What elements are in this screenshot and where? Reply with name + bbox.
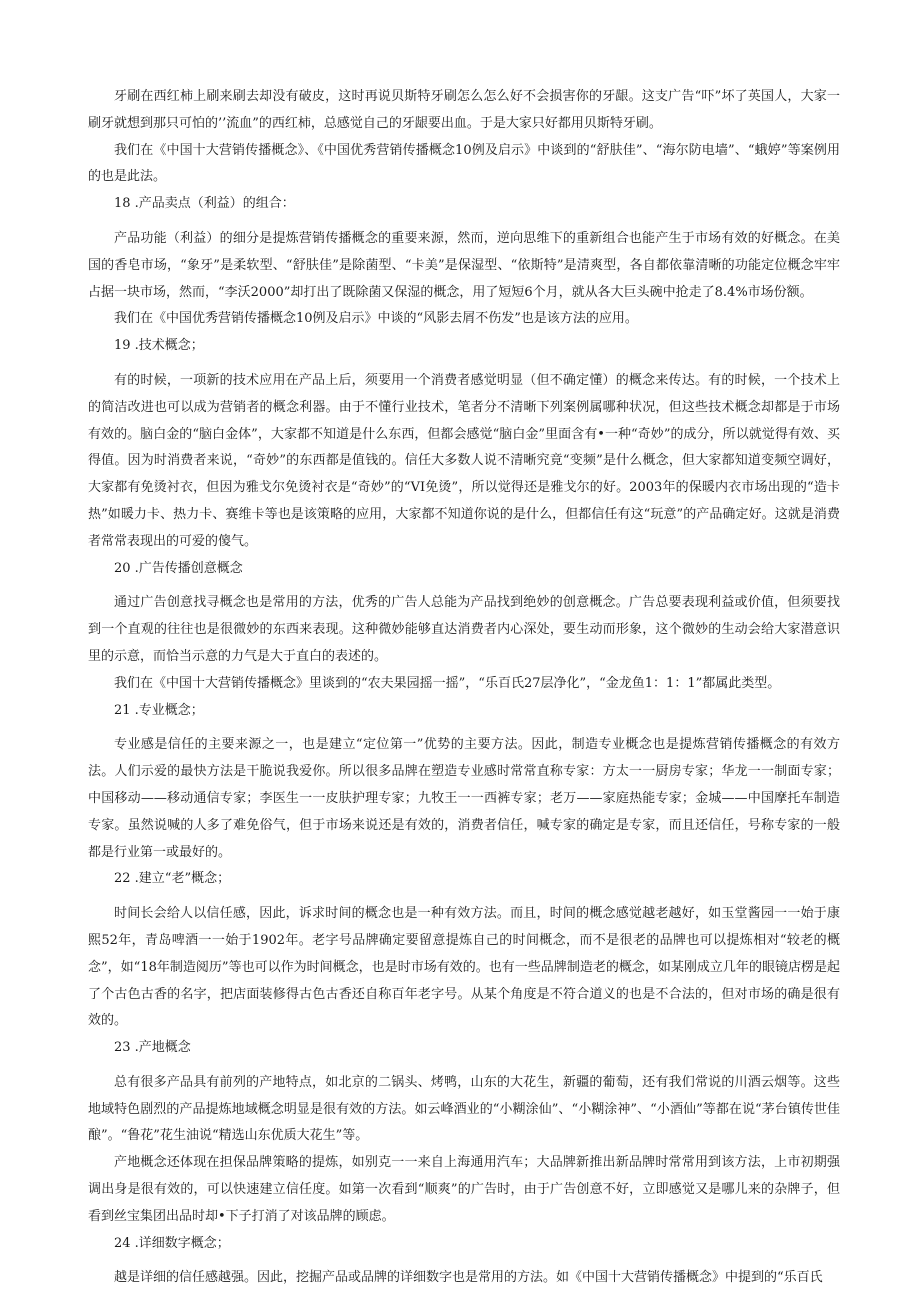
section-heading: 24 .详细数字概念； [114,1235,230,1251]
body-paragraph: 我们在《中国十大营销传播概念》里谈到的“农夫果园摇一摇”，“乐百氏27层净化”，“金龙鱼1：1：1”都属此类型。 [114,675,781,691]
section-heading: 22 .建立“老”概念； [114,871,231,887]
body-paragraph: 时间长会给人以信任感，因此，诉求时间的概念也是一种有效方法。而且，时间的概念感觉越老越好，如玉堂酱园一一始于康熙52年，青岛啤酒一一始于1902年。老字号品牌确定要留意提炼自己的时间概念，而不是很老的品牌也可以提炼相对“较老的概念”，如“18年制造阅历”等也可以作为时间概念，也是时市场有效的。也有一些品牌制造老的概念，如某刚成立几年的眼镜店楞是起了个古色古香的名字，把店面装修得古色古香还自称百年老字号。从某个角度是不符合道义的也是不合法的，但对市场的确是很有效的。 [88,906,840,1029]
body-paragraph: 专业感是信任的主要来源之一，也是建立“定位第一”优势的主要方法。因此，制造专业概念也是提炼营销传播概念的有效方法。人们示爱的最快方法是干脆说我爱你。所以很多品牌在塑造专业感时常常直称专家：方太一一厨房专家；华龙一一制面专家；中国移动——移动通信专家；李医生一一皮肤护理专家；九牧王一一西裤专家；老万——家庭热能专家；金城——中国摩托车制造专家。虽然说喊的人多了难免俗气，但于市场来说还是有效的，消费者信任，喊专家的确定是专家，而且还信任，号称专家的一般都是行业第一或最好的。 [88,737,840,860]
body-paragraph: 我们在《中国十大营销传播概念》、《中国优秀营销传播概念10例及启示》中谈到的“舒肤佳”、“海尔防电墙”、“蛾婷”等案例用的也是此法。 [88,142,840,185]
body-paragraph: 有的时候，一项新的技术应用在产品上后，须要用一个消费者感觉明显（但不确定懂）的概念来传达。有的时候，一个技术上的简洁改进也可以成为营销者的概念利器。由于不懂行业技术，笔者分不清晰下列案例属哪种状况，但这些技术概念却都是于市场有效的。脑白金的“脑白金体”，大家都不知道是什么东西，但都会感觉“脑白金”里面含有•一种“奇妙”的成分，所以就觉得有效、买得值。因为时消费者来说，“奇妙”的东西都是值钱的。信任大多数人说不清晰究竟“变频”是什么概念，但大家都知道变频空调好，大家都有免烫衬衣，但因为雅戈尔免烫衬衣是“奇妙”的“VI免烫”，所以觉得还是雅戈尔的好。2003年的保暖内衣市场出现的“造卡热”如暖力卡、热力卡、赛维卡等也是该策略的应用，大家都不知道你说的是什么，但都信任有这“玩意”的产品确定好。这就是消费者常常表现出的可爱的傻气。 [88,372,840,549]
section-heading: 21 .专业概念； [114,702,204,718]
section-heading: 18 .产品卖点（利益）的组合： [114,196,295,212]
section-heading: 20 .广告传播创意概念 [114,560,243,576]
body-paragraph: 牙刷在西红柿上刷来刷去却没有破皮，这时再说贝斯特牙刷怎么怎么好不会损害你的牙龈。这支广告“吓”坏了英国人，大家一刷牙就想到那只可怕的’’流血”的西红柿，总感觉自己的牙龈要出血。于是大家只好都用贝斯特牙刷。 [88,89,840,131]
body-paragraph: 总有很多产品具有前列的产地特点，如北京的二锅头、烤鸭，山东的大花生，新疆的葡萄，还有我们常说的川酒云烟等。这些地域特色剧烈的产品提炼地域概念明显是很有效的方法。如云峰酒业的“小糊涂仙”、“小糊涂神”、“小酒仙”等都在说“茅台镇传世佳酿”。“鲁花”花生油说“精选山东优质大花生”等。 [88,1074,840,1144]
body-paragraph: 我们在《中国优秀营销传播概念10例及启示》中谈的“风影去屑不伤发”也是该方法的应用。 [114,311,638,327]
body-paragraph: 产地概念还体现在担保品牌策略的提炼，如别克一一来自上海通用汽车；大品牌新推出新品牌时常常用到该方法，上市初期强调出身是很有效的，可以快速建立信任度。如第一次看到“顺爽”的广告时，由于广告创意不好，立即感觉又是哪儿来的杂牌子，但看到丝宝集团出品时却•下子打消了对该品牌的顾虑。 [88,1155,840,1224]
body-paragraph: 越是详细的信任感越强。因此，挖掘产品或品牌的详细数字也是常用的方法。如《中国十大营销传播概念》中提到的“乐百氏 [114,1270,823,1286]
document-page [88,84,840,1292]
body-paragraph: 通过广告创意找寻概念也是常用的方法，优秀的广告人总能为产品找到绝妙的创意概念。广告总要表现利益或价值，但须要找到一个直观的往往也是很微妙的东西来表现。这种微妙能够直达消费者内心深处，要生动而形象，这个微妙的生动会给大家潜意识里的示意，而恰当示意的力气是大于直白的表述的。 [88,595,840,664]
body-paragraph: 产品功能（利益）的细分是提炼营销传播概念的重要来源，然而，逆向思维下的重新组合也能产生于市场有效的好概念。在美国的香皂市场，“象牙”是柔软型、“舒肤佳”是除菌型、“卡美”是保湿型、“依斯特”是清爽型，各自都依靠清晰的功能定位概念牢牢占据一块市场，然而，“李沃2000”却打出了既除菌又保湿的概念，用了短短6个月，就从各大巨头碗中抢走了8.4%市场份额。 [88,230,840,300]
section-heading: 19 .技术概念； [114,338,204,354]
section-heading: 23 .产地概念 [114,1040,191,1056]
